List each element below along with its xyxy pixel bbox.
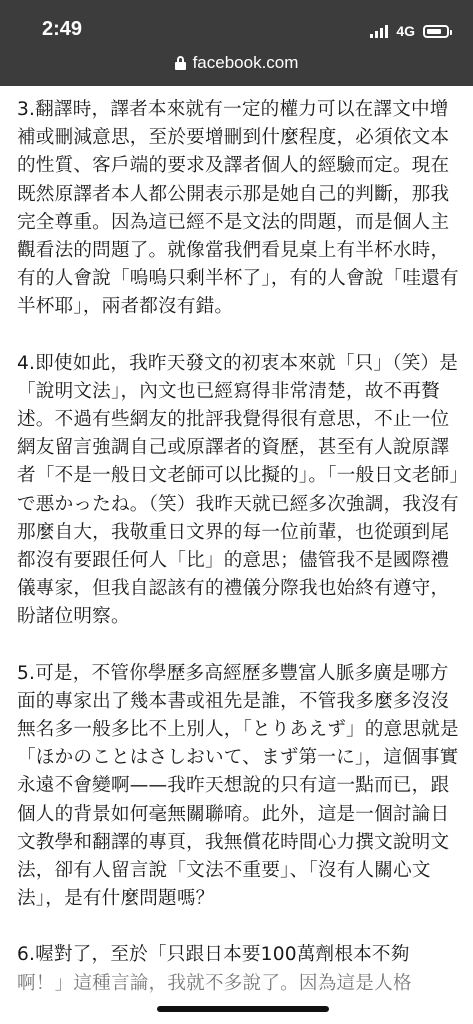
paragraph-6-line-2: 啊！」這種言論，我就不多說了。因為這是人格 (17, 972, 412, 994)
paragraph-3: 3.翻譯時，譯者本來就有一定的權力可以在譯文中增補或刪減意思，至於要增刪到什麼程度，必須依文本的性質、客戶端的要求及譯者個人的經驗而定。現在既然原譯者本人都公開表示那是她自己的判斷，那我完全尊重。因為這已經不是文法的問題，而是個人主觀看法的問題了。就像當我們看見桌上有半杯水時，有的人會說「嗚嗚只剩半杯了」，有的人會說「哇還有半杯耶」，兩者都沒有錯。 (17, 99, 459, 318)
signal-icon (370, 24, 388, 38)
paragraph-4: 4.即使如此，我昨天發文的初衷本來就「只」（笑）是「說明文法」，內文也已經寫得非常清楚，故不再贅述。不過有些網友的批評我覺得很有意思，不止一位網友留言強調自己或原譯者的資歷，甚至有人說原譯者「不是一般日文老師可以比擬的」。「一般日文老師」で悪かったね。（笑）我昨天就已經多次強調，我沒有那麼自大，我敬重日文界的每一位前輩，也從頭到尾都沒有要跟任何人「比」的意思；儘管我不是國際禮儀專家，但我自認該有的禮儀分際我也始終有遵守，盼諸位明察。 (17, 352, 459, 628)
post-text (17, 96, 465, 1011)
browser-top-bar (0, 0, 473, 86)
network-type: 4G (396, 23, 415, 39)
status-indicators (370, 20, 449, 42)
status-time: 2:49 (42, 18, 83, 40)
paragraph-6 (17, 941, 465, 1011)
battery-icon (423, 25, 449, 38)
url-text: facebook.com (192, 53, 299, 72)
paragraph-6-line-1: 6.喔對了，至於「只跟日本要100萬劑根本不夠 (17, 944, 410, 966)
home-indicator[interactable] (157, 1006, 329, 1012)
paragraph-5: 5.可是，不管你學歷多高經歷多豐富人脈多廣是哪方面的專家出了幾本書或祖先是誰，不管我多麼多沒沒無名多一般多比不上別人，「とりあえず」的意思就是「ほかのことはさしおいて、まず第一に」，這個事實永遠不會變啊——我昨天想說的只有這一點而已，跟個人的背景如何毫無關聯唷。此外，這是一個討論日文教學和翻譯的專頁，我無償花時間心力撰文說明文法，卻有人留言說「文法不重要」、「沒有人關心文法」，是有什麼問題嗎？ (17, 662, 459, 910)
address-bar[interactable] (0, 48, 473, 78)
lock-icon (175, 56, 186, 70)
